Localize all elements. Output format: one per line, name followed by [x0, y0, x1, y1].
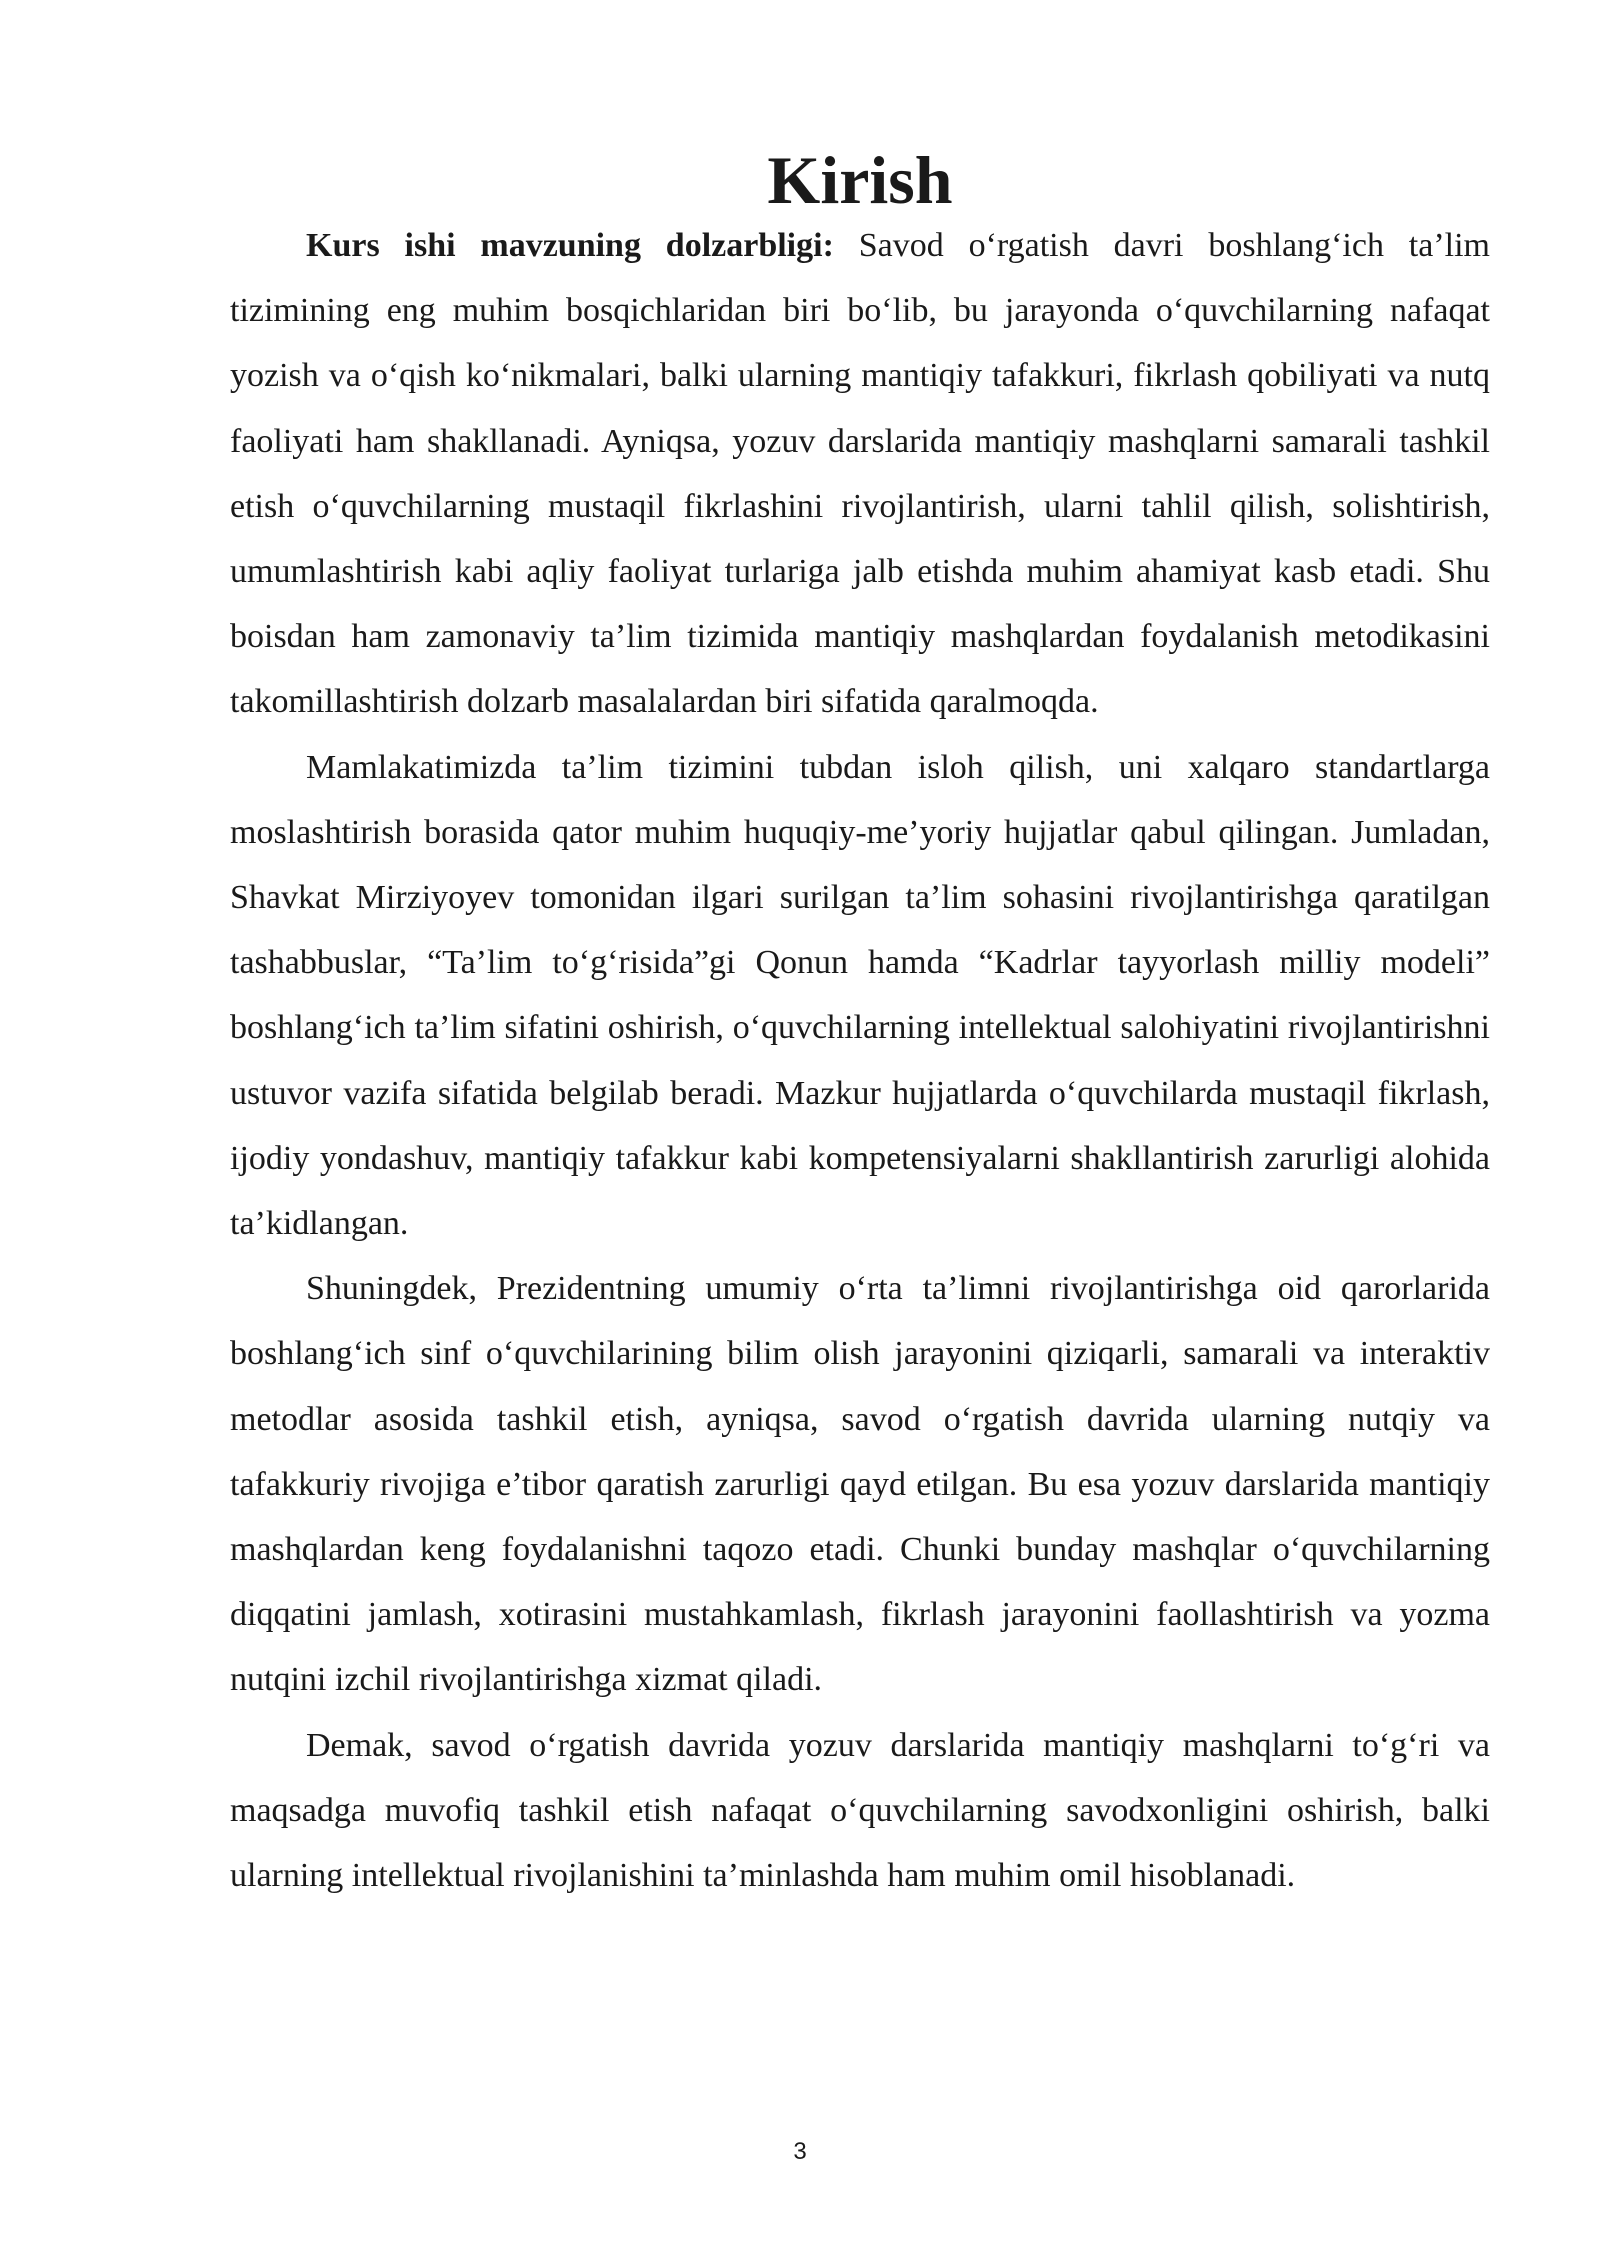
section-title: Kirish	[767, 142, 953, 218]
paragraph-legal-basis: Mamlakatimizda ta’lim tizimini tubdan isloh qilish, uni xalqaro standartlarga moslashtirish borasida qator muhim huquqiy-me’yoriy hujjatlar qabul qilingan. Jumladan, Shavkat Mirziyoyev tomonidan ilgari surilgan ta’lim sohasini rivojlantirishga qaratilgan tashabbuslar, “Ta’lim to‘g‘risida”gi Qonun hamda “Kadrlar tayyorlash milliy modeli” boshlang‘ich ta’lim sifatini oshirish, o‘quvchilarning intellektual salohiyatini rivojlantirishni ustuvor vazifa sifatida belgilab beradi. Mazkur hujjatlarda o‘quvchilarda mustaqil fikrlash, ijodiy yondashuv, mantiqiy tafakkur kabi kompetensiyalarni shakllantirish zarurligi alohida ta’kidlangan.	[230, 748, 1490, 1243]
paragraph-text: Savod o‘rgatish davri boshlang‘ich ta’lim tizimining eng muhim bosqichlaridan biri bo‘lib, bu jarayonda o‘quvchilarning nafaqat yozish va o‘qish ko‘nikmalari, balki ularning mantiqiy tafakkuri, fikrlash qobiliyati va nutq faoliyati ham shakllanadi. Ayniqsa, yozuv darslarida mantiqiy mashqlarni samarali tashkil etish o‘quvchilarning mustaqil fikrlashini rivojlantirish, ularni tahlil qilish, solishtirish, umumlashtirish kabi aqliy faoliyat turlariga jalb etishda muhim ahamiyat kasb etadi. Shu boisdan ham zamonaviy ta’lim tizimida mantiqiy mashqlardan foydalanish metodikasini takomillashtirish dolzarb masalalardan biri sifatida qaralmoqda.	[230, 227, 1490, 721]
page-number: 3	[793, 2138, 807, 2165]
paragraph-relevance	[230, 213, 1490, 735]
paragraph-conclusion: Demak, savod o‘rgatish davrida yozuv darslarida mantiqiy mashqlarni to‘g‘ri va maqsadga muvofiq tashkil etish nafaqat o‘quvchilarning savodxonligini oshirish, balki ularning intellektual rivojlanishini ta’minlashda ham muhim omil hisoblanadi.	[230, 1726, 1490, 1895]
paragraph-lead: Kurs ishi mavzuning dolzarbligi:	[306, 227, 834, 264]
page-content	[230, 142, 1490, 1908]
paragraph-presidential-decrees: Shuningdek, Prezidentning umumiy o‘rta ta’limni rivojlantirishga oid qarorlarida boshlang‘ich sinf o‘quvchilarining bilim olish jarayonini qiziqarli, samarali va interaktiv metodlar asosida tashkil etish, ayniqsa, savod o‘rgatish davrida ularning nutqiy va tafakkuriy rivojiga e’tibor qaratish zarurligi qayd etilgan. Bu esa yozuv darslarida mantiqiy mashqlardan keng foydalanishni taqozo etadi. Chunki bunday mashqlar o‘quvchilarning diqqatini jamlash, xotirasini mustahkamlash, fikrlash jarayonini faollashtirish va yozma nutqini izchil rivojlantirishga xizmat qiladi.	[230, 1270, 1490, 1699]
